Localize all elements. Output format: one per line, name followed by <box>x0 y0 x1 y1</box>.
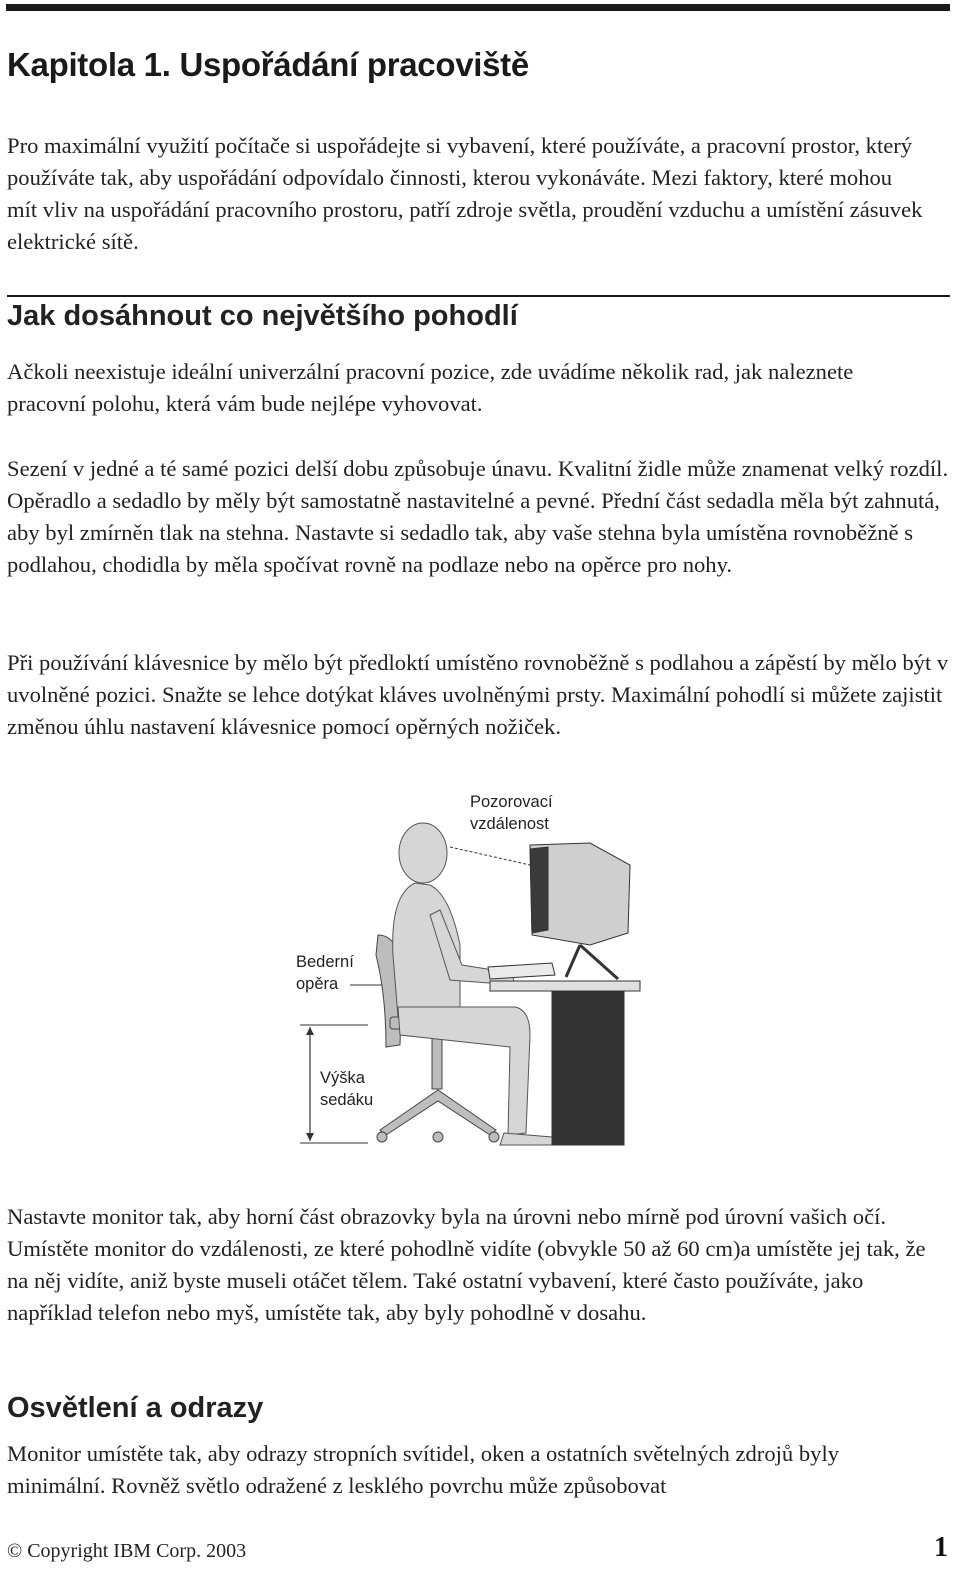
lighting-heading: Osvětlení a odrazy <box>7 1392 264 1424</box>
desk-panel <box>552 991 624 1145</box>
monitor-arm <box>580 945 618 979</box>
monitor-arm <box>566 945 580 977</box>
comfort-heading: Jak dosáhnout co největšího pohodlí <box>7 300 518 332</box>
label-viewing-line1: Pozorovací <box>470 793 553 811</box>
chair-wheel <box>433 1132 443 1142</box>
chair-wheel <box>489 1132 499 1142</box>
label-seat-line2: sedáku <box>320 1091 374 1109</box>
label-lumbar-line1: Bederní <box>296 953 354 971</box>
label-viewing-line2: vzdálenost <box>470 815 549 833</box>
workstation-figure <box>290 785 660 1160</box>
arrow-up-icon <box>306 1027 314 1035</box>
page-number: 1 <box>934 1532 948 1563</box>
arrow-down-icon <box>306 1133 314 1141</box>
keyboard <box>488 963 555 979</box>
label-lumbar-support <box>296 951 416 995</box>
comfort-paragraph-3: Při používání klávesnice by mělo být předloktí umístěno rovnoběžně s podlahou a zápěstí by mělo být v uvolněné pozici. Snažte se lehce dotýkat kláves uvolněnými prsty. Maximální pohodlí si můžete zajistit změnou úhlu nastavení klávesnice pomocí opěrných nožiček. <box>7 650 949 739</box>
label-lumbar-line2: opěra <box>296 975 339 993</box>
person-head <box>399 823 447 883</box>
label-seat-height <box>320 1067 440 1111</box>
chair-wheel <box>377 1132 387 1142</box>
chapter-title: Kapitola 1. Uspořádání pracoviště <box>7 46 529 83</box>
comfort-paragraph-2: Sezení v jedné a té samé pozici delší dobu způsobuje únavu. Kvalitní židle může znamenat velký rozdíl. Opěradlo a sedadlo by měly být samostatně nastavitelné a pevné. Přední část sedadla měla být zahnutá, aby byl zmírněn tlak na stehna. Nastavte si sedadlo tak, aby vaše stehna byla umístěna rovnoběžně s podlahou, chodidla by měla spočívat rovně na podlaze nebo na opěrce pro nohy. <box>7 456 949 577</box>
intro-paragraph: Pro maximální využití počítače si uspořádejte si vybavení, které používáte, a pracovní prostor, který používáte tak, aby uspořádání odpovídalo činnosti, kterou vykonáváte. Mezi faktory, které mohou mít vliv na uspořádání pracovního prostoru, patří zdroje světla, proudění vzduchu a umístění zásuvek elektrické sítě. <box>7 133 923 254</box>
comfort-paragraph-4: Nastavte monitor tak, aby horní část obrazovky byla na úrovni nebo mírně pod úrovní vašich očí. Umístěte monitor do vzdálenosti, ze které pohodlně vidíte (obvykle 50 až 60 cm)a umístěte jej tak, že na něj vidíte, aniž byste museli otáčet tělem. Také ostatní vybavení, které často používáte, jako například telefon nebo myš, umístěte tak, aby byly pohodlně v dosahu. <box>7 1204 926 1325</box>
monitor-screen <box>530 847 548 933</box>
label-viewing-distance <box>470 791 590 835</box>
lighting-paragraph: Monitor umístěte tak, aby odrazy stropních svítidel, oken a ostatních světelných zdrojů byly minimální. Rovněž světlo odražené z lesklého povrchu může způsobovat <box>7 1441 840 1498</box>
viewing-line <box>450 847 530 865</box>
monitor <box>530 843 630 979</box>
footer-copyright: © Copyright IBM Corp. 2003 <box>7 1540 247 1562</box>
section-rule <box>7 295 950 297</box>
person-foot <box>500 1133 552 1145</box>
desk-top <box>490 981 640 991</box>
top-rule <box>6 4 950 11</box>
comfort-paragraph-1: Ačkoli neexistuje ideální univerzální pracovní pozice, zde uvádíme několik rad, jak naleznete pracovní polohu, která vám bude nejlépe vyhovovat. <box>7 359 854 416</box>
label-seat-line1: Výška <box>320 1069 365 1087</box>
